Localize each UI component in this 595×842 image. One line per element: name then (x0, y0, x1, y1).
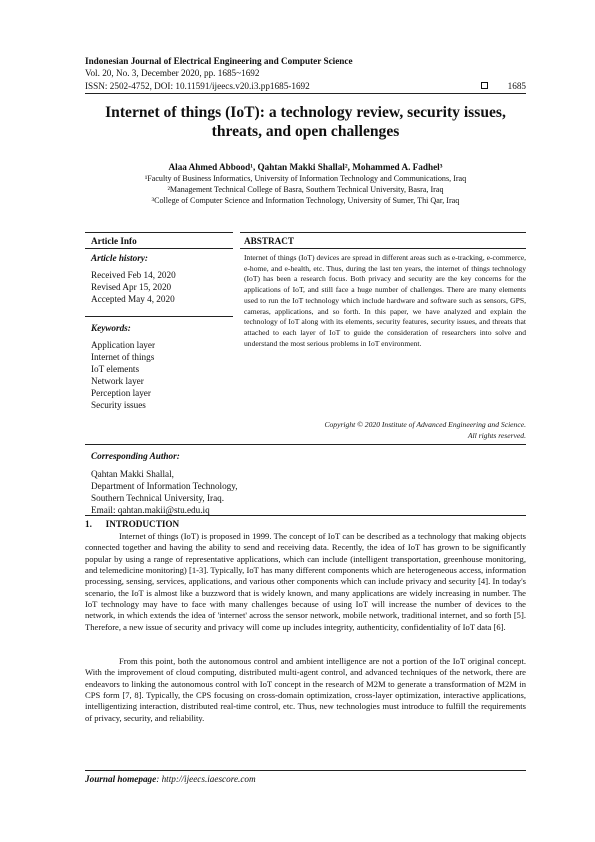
corresponding-name: Qahtan Makki Shallal, (91, 469, 174, 479)
keyword-item: Perception layer (91, 388, 151, 398)
authors: Alaa Ahmed Abbood¹, Qahtan Makki Shallal², Mohammed A. Fadhel³ (168, 162, 443, 172)
keywords-heading: Keywords: (91, 323, 131, 333)
copyright-notice (244, 419, 526, 441)
affiliation-3: ³College of Computer Science and Information Technology, University of Sumer, Thi Qar, Iraq (151, 196, 460, 205)
introduction-paragraph-1: Internet of things (IoT) is proposed in 1999. The concept of IoT can be described as a technology that making objects connected together and having the ability to send and receiving data. Recently, the idea of IoT has grown to be significantly popular by using a range of representative applications, which can include (intelligent transportation, greenhouse monitoring, and telemedicine monitoring) [1-3]. Typically, IoT has many different components which are heterogeneous access, information processing, sensing, services, applications, and various other components which can include privacy and security [4]. In today's scenario, the IoT is almost like a buzzword that is widely known, and many applications are widely increasing in number. The IoT technology may have to face with many challenges because of using IoT will increase the number of devices to the network, in which extends the idea of 'internet' across the sensor network, mobile network, traditional internet, and so forth [5]. Therefore, a new issue of security and privacy will come up includes integrity, authenticity, confidentiality of IoT data [6]. (85, 531, 526, 632)
affiliation-2: ²Management Technical College of Basra, Southern Technical University, Basra, Iraq (167, 185, 444, 194)
info-sub-rule (85, 248, 233, 249)
copyright-line-1: Copyright © 2020 Institute of Advanced Engineering and Science. (324, 420, 526, 429)
corresponding-heading: Corresponding Author: (91, 451, 180, 461)
abstract-top-rule (240, 232, 526, 233)
introduction-paragraph-2: From this point, both the autonomous control and ambient intelligence are not a portion of the IoT original concept. With the improvement of cloud computing, distributed multi-agent control, and advanced techniques of the network, there are endeavors to linking the autonomous control with IoT concept in the research of M2M to generate a transformation of M2M in CPS form [7, 8]. Typically, the CPS focusing on cross-domain optimization, cross-layer optimization, interactive applications, intelligentizing interaction, distributed real-time control, etc. Thus, new technologies must introduce to fulfill the requirements of privacy, security, and reliability. (85, 656, 526, 723)
square-icon (481, 82, 488, 89)
keyword-item: Network layer (91, 376, 144, 386)
keywords-rule (85, 316, 233, 317)
received-date: Received Feb 14, 2020 (91, 270, 176, 280)
journal-homepage-label: Journal homepage (85, 774, 157, 784)
journal-homepage (85, 774, 256, 784)
paper-title-line-2: threats, and open challenges (211, 123, 400, 140)
abstract-sub-rule (240, 248, 526, 249)
paper-title (85, 103, 526, 141)
issn-line: ISSN: 2502-4752, DOI: 10.11591/ijeecs.v20.i3.pp1685-1692 (85, 81, 310, 91)
corresponding-email: Email: qahtan.makii@stu.edu.iq (91, 505, 210, 515)
abstract-heading: ABSTRACT (244, 236, 295, 246)
abstract-text: Internet of things (IoT) devices are spread in different areas such as e-tracking, e-commerce, e-home, and e-health, etc. Thus, during the last ten years, the internet of things technology (IoT) has been a research focus. Both privacy and security are the key concerns for the applications of IoT, and still face a huge number of challenges. There are many elements used to run the IoT technology which include hardware and software such as sensors, GPS, cameras, applications, and so forth. In this paper, we have analyzed and explain the technology of IoT along with its elements, security features, security issues, and threats that attached to each layer of IoT to guide the consideration of researchers into solve and understand the most serious problems in IoT environment. (244, 253, 526, 348)
footer-rule (85, 770, 526, 771)
volume-line: Vol. 20, No. 3, December 2020, pp. 1685~1692 (85, 68, 260, 78)
paper-title-line-1: Internet of things (IoT): a technology review, security issues, (105, 104, 506, 121)
corresponding-top-rule (85, 444, 526, 445)
page-number: 1685 (507, 81, 526, 91)
keyword-item: Application layer (91, 340, 156, 350)
article-info-heading: Article Info (91, 236, 137, 246)
info-top-rule (85, 232, 233, 233)
revised-date: Revised Apr 15, 2020 (91, 282, 172, 292)
keyword-item: Internet of things (91, 352, 155, 362)
journal-homepage-link[interactable]: : http://ijeecs.iaescore.com (156, 774, 256, 784)
article-history-heading: Article history: (91, 253, 148, 263)
corresponding-department: Department of Information Technology, (91, 481, 238, 491)
copyright-line-2: All rights reserved. (467, 431, 526, 440)
affiliation-1: ¹Faculty of Business Informatics, University of Information Technology and Communications, Iraq (144, 174, 467, 183)
corresponding-university: Southern Technical University, Iraq. (91, 493, 225, 503)
keyword-item: IoT elements (91, 364, 140, 374)
accepted-date: Accepted May 4, 2020 (91, 294, 175, 304)
corresponding-bottom-rule (85, 515, 526, 516)
journal-name: Indonesian Journal of Electrical Engineering and Computer Science (85, 56, 353, 66)
header-rule (85, 93, 526, 94)
keyword-item: Security issues (91, 400, 146, 410)
introduction-heading: 1. INTRODUCTION (85, 519, 180, 529)
